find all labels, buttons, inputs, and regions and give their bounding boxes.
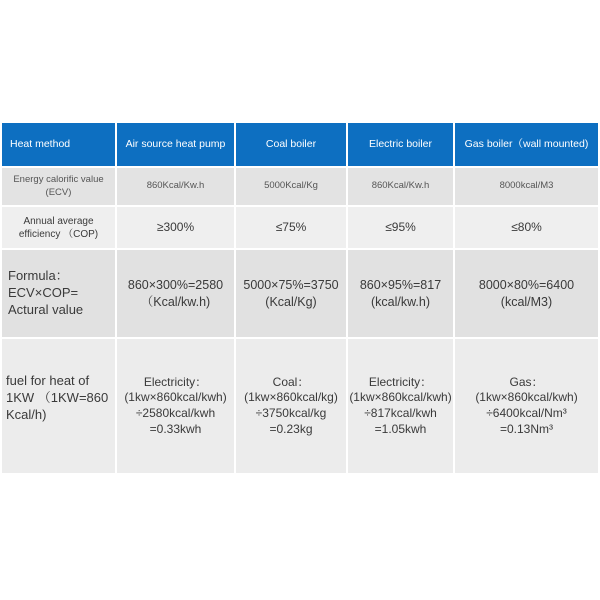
- cop-electric: ≤95%: [348, 207, 455, 250]
- header-air-source-heat-pump: Air source heat pump: [117, 123, 236, 168]
- formula-coal: 5000×75%=3750 (Kcal/Kg): [236, 250, 348, 339]
- ecv-coal: 5000Kcal/Kg: [236, 168, 348, 207]
- comparison-table: [2, 123, 598, 475]
- formula-heat-pump: 860×300%=2580 （Kcal/kw.h): [117, 250, 236, 339]
- fuel-heat-pump: Electricity： (1kw×860kcal/kwh) ÷2580kcal/kwh =0.33kwh: [117, 339, 236, 475]
- cop-gas: ≤80%: [455, 207, 598, 250]
- formula-electric: 860×95%=817 (kcal/kw.h): [348, 250, 455, 339]
- formula-label: Formula： ECV×COP= Actural value: [2, 250, 117, 339]
- ecv-label: Energy calorific value (ECV): [2, 168, 117, 207]
- ecv-heat-pump: 860Kcal/Kw.h: [117, 168, 236, 207]
- cop-coal: ≤75%: [236, 207, 348, 250]
- header-heat-method: Heat method: [2, 123, 117, 168]
- fuel-electric: Electricity： (1kw×860kcal/kwh) ÷817kcal/kwh =1.05kwh: [348, 339, 455, 475]
- fuel-gas: Gas： (1kw×860kcal/kwh) ÷6400kcal/Nm³ =0.13Nm³: [455, 339, 598, 475]
- fuel-label: fuel for heat of 1KW （1KW=860 Kcal/h): [2, 339, 117, 475]
- header-coal-boiler: Coal boiler: [236, 123, 348, 168]
- formula-gas: 8000×80%=6400 (kcal/M3): [455, 250, 598, 339]
- header-electric-boiler: Electric boiler: [348, 123, 455, 168]
- ecv-electric: 860Kcal/Kw.h: [348, 168, 455, 207]
- header-gas-boiler: Gas boiler（wall mounted): [455, 123, 598, 168]
- cop-heat-pump: ≥300%: [117, 207, 236, 250]
- fuel-coal: Coal： (1kw×860kcal/kg) ÷3750kcal/kg =0.23kg: [236, 339, 348, 475]
- cop-label: Annual average efficiency （COP): [2, 207, 117, 250]
- ecv-gas: 8000kcal/M3: [455, 168, 598, 207]
